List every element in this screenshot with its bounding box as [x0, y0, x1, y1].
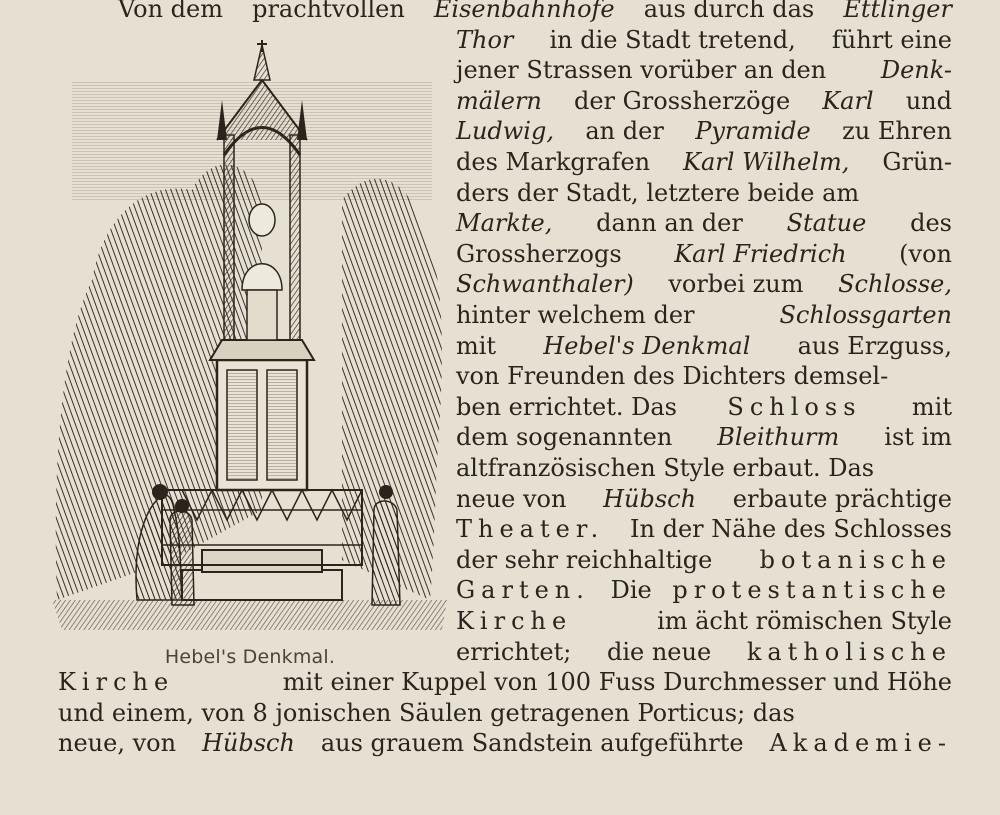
text-segment: Hübsch — [201, 729, 295, 758]
text-segment: in die Stadt tretend, — [549, 25, 796, 54]
text-line — [456, 301, 952, 330]
text-segment: Theater. — [456, 515, 605, 544]
text-segment: Schloss — [727, 392, 862, 421]
text-line — [456, 515, 952, 544]
text-segment: des — [910, 209, 952, 238]
text-segment: Statue — [786, 209, 867, 238]
text-segment: Karl Friedrich — [674, 239, 847, 268]
text-line — [456, 393, 952, 422]
text-segment: neue von — [456, 484, 567, 513]
text-segment: Bleithurm — [717, 423, 840, 452]
text-segment: vorbei zum — [668, 270, 804, 299]
text-segment: altfranzösischen Style erbaut. Das — [456, 454, 875, 482]
text-segment: errichtet; — [456, 637, 572, 666]
text-segment: Thor — [456, 25, 514, 54]
text-segment: jener Strassen vorüber an den — [456, 56, 827, 85]
text-segment: Ludwig, — [456, 117, 554, 146]
text-segment: im ächt römischen Style — [657, 607, 952, 635]
text-segment: mit — [911, 392, 952, 421]
text-segment: dem sogenannten — [456, 423, 673, 452]
text-segment: (von — [899, 239, 952, 268]
text-segment: Akademie- — [769, 729, 952, 758]
text-line — [58, 699, 952, 728]
text-line — [58, 668, 952, 697]
text-segment: Karl Wilhelm, — [683, 148, 850, 176]
text-segment: Karl — [822, 86, 874, 115]
text-segment: Kirche — [456, 607, 573, 635]
text-segment: zu Ehren — [842, 117, 952, 146]
text-segment: Garten. — [456, 576, 590, 605]
text-segment: Kirche — [58, 668, 175, 697]
text-segment: mit — [456, 331, 497, 360]
text-segment: führt eine — [831, 25, 952, 54]
hebel-monument-engraving — [52, 40, 447, 640]
text-line — [456, 576, 952, 605]
text-segment: Markte, — [456, 209, 553, 238]
engraving-illustration — [52, 40, 447, 640]
text-segment: In der Nähe des Schlosses — [630, 515, 952, 544]
text-segment: prachtvollen — [252, 0, 405, 23]
text-line — [456, 423, 952, 452]
text-segment: aus Erzguss, — [797, 331, 952, 360]
text-line — [456, 56, 952, 85]
text-segment: Schlosse, — [838, 270, 952, 299]
text-line — [456, 485, 952, 514]
text-segment: und — [905, 86, 952, 115]
text-segment: Grossherzogs — [456, 239, 622, 268]
text-segment: an der — [585, 117, 664, 146]
text-line — [456, 87, 952, 116]
figure-caption: Hebel's Denkmal. — [164, 646, 336, 668]
text-segment: der Grossherzöge — [573, 86, 791, 115]
text-segment: Hebel's Denkmal — [543, 331, 751, 360]
text-line — [456, 26, 952, 55]
text-segment: erbaute prächtige — [732, 484, 952, 513]
text-line — [456, 546, 952, 575]
text-segment: Hübsch — [603, 484, 697, 513]
text-line — [456, 454, 952, 483]
text-line — [456, 148, 952, 177]
text-segment: Die — [610, 576, 652, 605]
text-segment: von Freunden des Dichters demsel- — [456, 362, 889, 391]
text-segment: Schwanthaler) — [456, 270, 634, 299]
text-line — [456, 607, 952, 636]
text-segment: ist im — [884, 423, 952, 452]
text-segment: Ettlinger — [843, 0, 952, 23]
text-line — [118, 0, 952, 24]
text-line — [456, 179, 952, 208]
text-segment: protestantische — [672, 576, 952, 605]
text-line — [456, 209, 952, 238]
text-line — [456, 270, 952, 299]
text-line — [456, 638, 952, 667]
text-segment: ben errichtet. Das — [456, 392, 677, 421]
text-segment: und einem, von 8 jonischen Säulen getragenen Porticus; das — [58, 698, 795, 727]
text-segment: Von dem — [118, 0, 223, 23]
text-segment: die neue — [606, 637, 712, 666]
text-segment: katholische — [746, 637, 952, 666]
text-line — [456, 332, 952, 361]
text-segment: der sehr reichhaltige — [456, 545, 713, 574]
text-segment: mälern — [456, 86, 542, 115]
text-line — [456, 362, 952, 391]
text-segment: Grün- — [882, 148, 952, 176]
text-line — [456, 240, 952, 269]
text-segment: aus grauem Sandstein aufgeführte — [320, 729, 744, 758]
text-segment: Pyramide — [695, 117, 811, 146]
text-line — [456, 117, 952, 146]
text-segment: Eisenbahnhofe — [433, 0, 615, 23]
text-segment: des Markgrafen — [456, 148, 651, 176]
text-segment: Schlossgarten — [779, 301, 952, 329]
text-segment: hinter welchem der — [456, 301, 695, 329]
text-segment: botanische — [759, 545, 952, 574]
text-segment: mit einer Kuppel von 100 Fuss Durchmesser und Höhe — [282, 668, 952, 697]
text-segment: Denk- — [880, 56, 952, 85]
text-segment: dann an der — [596, 209, 743, 238]
text-segment: aus durch das — [643, 0, 815, 23]
text-segment: ders der Stadt, letztere beide am — [456, 178, 860, 207]
text-segment: neue, von — [58, 729, 177, 758]
text-line — [58, 729, 952, 758]
